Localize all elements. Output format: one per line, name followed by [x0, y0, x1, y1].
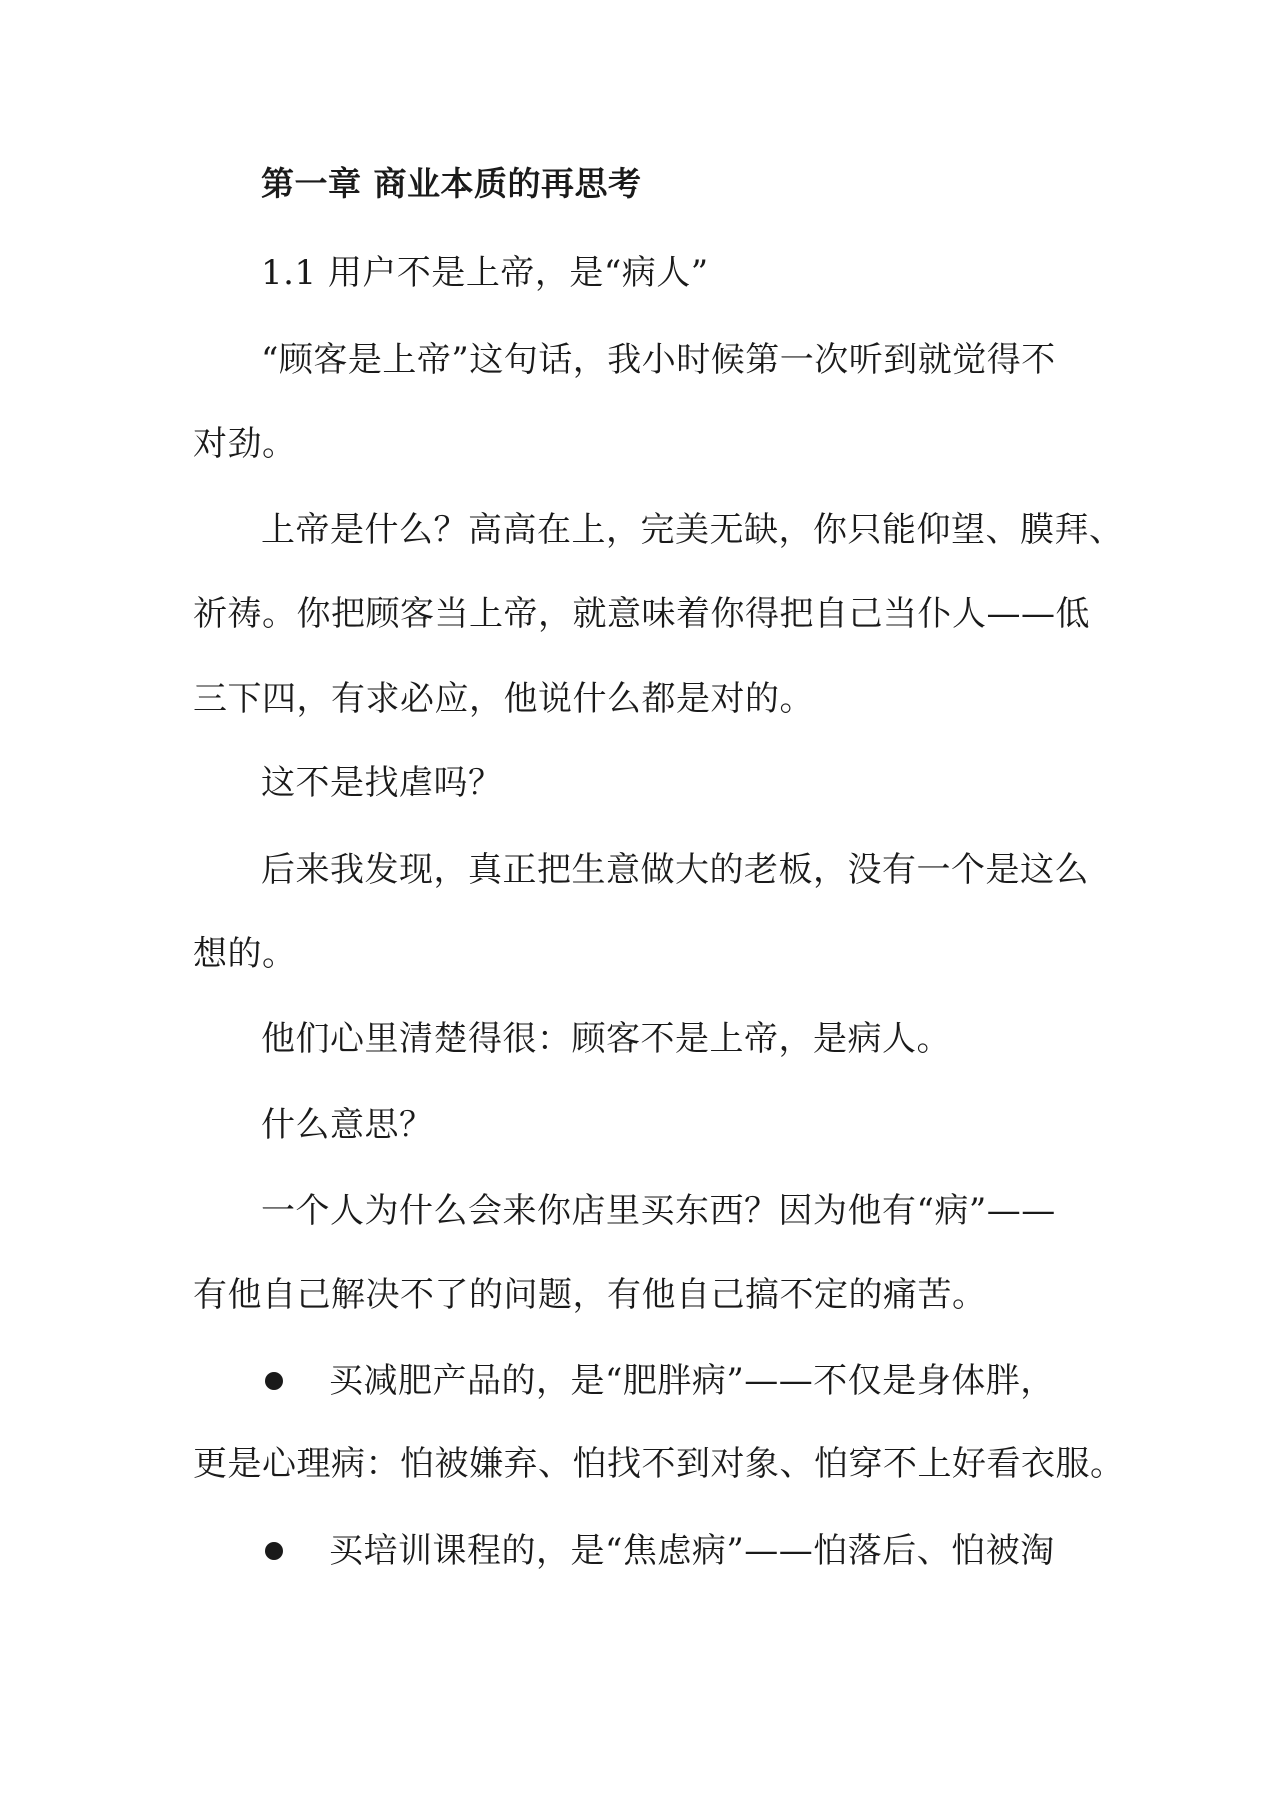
- bullet-dot-icon: [265, 1372, 283, 1390]
- bullet-text: 买减肥产品的，是“肥胖病”——不仅是身体胖，: [329, 1361, 1055, 1401]
- paragraph-line: 有他自己解决不了的问题，有他自己搞不定的痛苦。: [193, 1275, 987, 1315]
- chapter-title: 第一章 商业本质的再思考: [261, 164, 642, 203]
- paragraph-line: 对劲。: [193, 424, 297, 464]
- document-body: [193, 162, 1125, 1573]
- paragraph-line: 三下四，有求必应，他说什么都是对的。: [193, 679, 814, 719]
- section-title: 1.1 用户不是上帝，是“病人”: [261, 253, 709, 293]
- bullet-dot-icon: [265, 1542, 283, 1560]
- bullet-item: [193, 1359, 1083, 1403]
- bullet-continuation: 更是心理病：怕被嫌弃、怕找不到对象、怕穿不上好看衣服。: [193, 1444, 1125, 1484]
- bullet-text: 买培训课程的，是“焦虑病”——怕落后、怕被淘: [329, 1531, 1055, 1571]
- paragraph-line: 祈祷。你把顾客当上帝，就意味着你得把自己当仆人——低: [193, 594, 1090, 634]
- paragraph-line: 他们心里清楚得很：顾客不是上帝，是病人。: [261, 1019, 951, 1059]
- paragraph-line: 这不是找虐吗？: [261, 763, 503, 803]
- paragraph-line: 想的。: [193, 934, 297, 974]
- paragraph-line: 后来我发现，真正把生意做大的老板，没有一个是这么: [261, 850, 1089, 890]
- paragraph-line: “顾客是上帝”这句话，我小时候第一次听到就觉得不: [261, 340, 1056, 380]
- paragraph-line: 一个人为什么会来你店里买东西？因为他有“病”——: [261, 1191, 1056, 1231]
- bullet-item: [193, 1529, 1083, 1573]
- paragraph-line: 什么意思？: [261, 1105, 434, 1145]
- paragraph-line: 上帝是什么？高高在上，完美无缺，你只能仰望、膜拜、: [261, 510, 1124, 550]
